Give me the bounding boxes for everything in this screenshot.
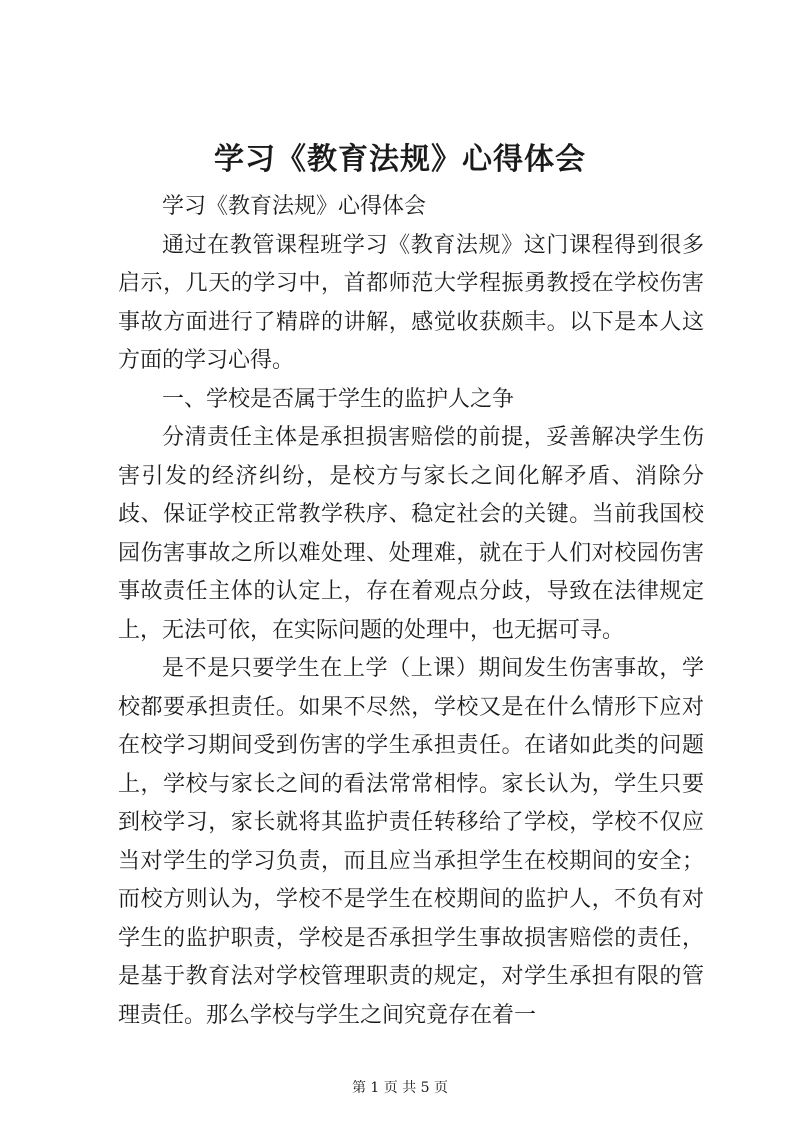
paragraph-responsibility: 分清责任主体是承担损害赔偿的前提，妥善解决学生伤害引发的经济纠纷，是校方与家长之间化解矛盾、消除分歧、保证学校正常教学秩序、稳定社会的关键。当前我国校园伤害事故之所以难处理、处理难，就在于人们对校园伤害事故责任主体的认定上，存在着观点分歧，导致在法律规定上，无法可依，在实际问题的处理中，也无据可寻。 (118, 425, 704, 643)
paragraph-intro: 通过在教管课程班学习《教育法规》这门课程得到很多启示，几天的学习中，首都师范大学程振勇教授在学校伤害事故方面进行了精辟的讲解，感觉收获颇丰。以下是本人这方面的学习心得。 (118, 232, 704, 373)
page-footer: 第 1 页 共 5 页 (351, 1080, 449, 1096)
section-heading-1: 一、学校是否属于学生的监护人之争 (162, 386, 515, 412)
paragraph-subtitle: 学习《教育法规》心得体会 (162, 194, 427, 219)
document-title: 学习《教育法规》心得体会 (214, 142, 586, 177)
document-body (118, 188, 704, 1035)
paragraph-discussion: 是不是只要学生在上学（上课）期间发生伤害事故，学校都要承担责任。如果不尽然，学校又是在什么情形下应对在校学习期间受到伤害的学生承担责任。在诸如此类的问题上，学校与家长之间的看法常常相悖。家长认为，学生只要到校学习，家长就将其监护责任转移给了学校，学校不仅应当对学生的学习负责，而且应当承担学生在校期间的安全；而校方则认为，学校不是学生在校期间的监护人，不负有对学生的监护职责，学校是否承担学生事故损害赔偿的责任，是基于教育法对学校管理职责的规定，对学生承担有限的管理责任。那么学校与学生之间究竟存在着一 (118, 656, 704, 1028)
